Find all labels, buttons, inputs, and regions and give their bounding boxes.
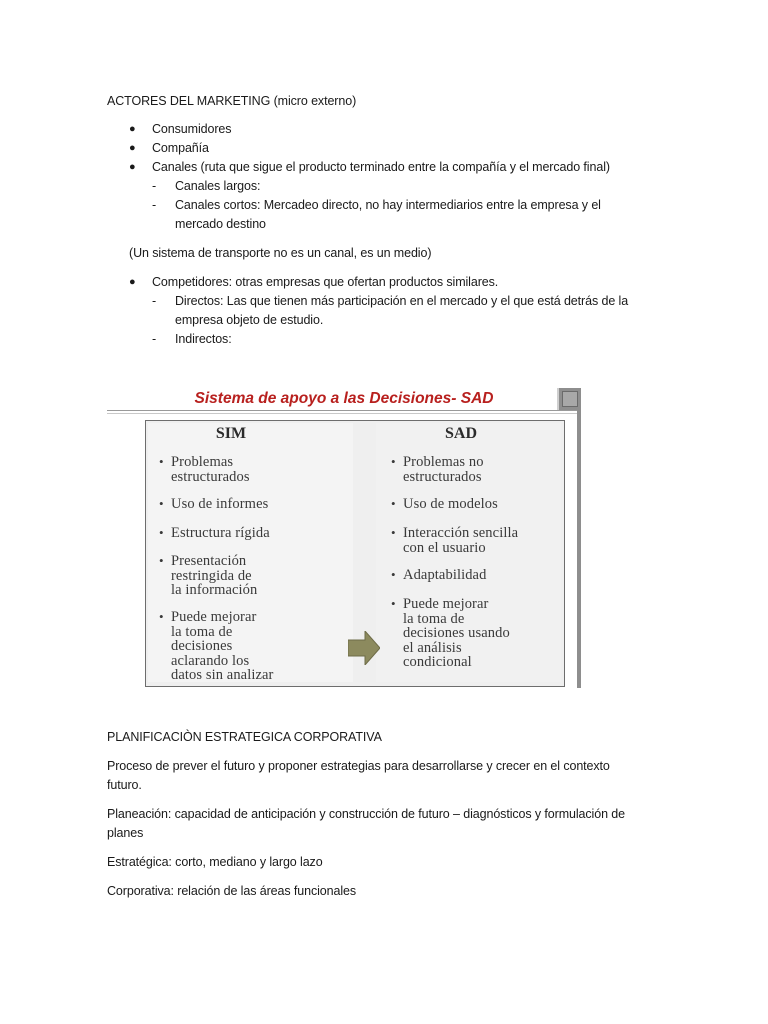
list-item: Canales (ruta que sigue el producto terminado entre la compañía y el mercado final) bbox=[152, 160, 610, 174]
list-item: Competidores: otras empresas que ofertan productos similares. bbox=[152, 275, 499, 289]
sub-list-item: Indirectos: bbox=[175, 332, 232, 346]
paragraph-continuation: planes bbox=[107, 826, 144, 840]
paragraph-continuation: futuro. bbox=[107, 778, 142, 792]
figure-title: Sistema de apoyo a las Decisiones- SAD bbox=[194, 390, 494, 407]
sub-list-item-continuation: mercado destino bbox=[175, 217, 266, 231]
sim-header: SIM bbox=[215, 425, 247, 442]
sad-item: • Uso de modelos bbox=[391, 496, 498, 512]
section-title-planificacion: PLANIFICACIÒN ESTRATEGICA CORPORATIVA bbox=[107, 730, 382, 744]
sim-item: • Problemas estructurados bbox=[159, 454, 250, 485]
bullet-icon: ● bbox=[129, 161, 136, 173]
sad-figure bbox=[107, 388, 581, 688]
paragraph: Estratégica: corto, mediano y largo lazo bbox=[107, 855, 323, 869]
sub-list-item: Canales cortos: Mercadeo directo, no hay intermediarios entre la empresa y el bbox=[175, 198, 601, 212]
sad-item: • Problemas no estructurados bbox=[391, 454, 484, 485]
list-item: Consumidores bbox=[152, 122, 232, 136]
sad-item: • Interacción sencilla con el usuario bbox=[391, 525, 519, 556]
sub-list-item: Canales largos: bbox=[175, 179, 261, 193]
sad-item: • Adaptabilidad bbox=[391, 567, 487, 583]
section-title-actores: ACTORES DEL MARKETING (micro externo) bbox=[107, 94, 357, 108]
right-arrow-icon bbox=[348, 631, 380, 665]
note-text: (Un sistema de transporte no es un canal, es un medio) bbox=[129, 246, 432, 260]
paragraph: Planeación: capacidad de anticipación y construcción de futuro – diagnósticos y formulación de bbox=[107, 807, 626, 821]
figure-rule bbox=[107, 410, 581, 411]
sub-list-item-continuation: empresa objeto de estudio. bbox=[175, 313, 324, 327]
bullet-icon: ● bbox=[129, 276, 136, 288]
list-item: Compañía bbox=[152, 141, 209, 155]
sim-item: • Uso de informes bbox=[159, 496, 269, 512]
bullet-icon: ● bbox=[129, 142, 136, 154]
dash-icon: - bbox=[152, 294, 157, 308]
slide-corner-icon bbox=[557, 388, 581, 410]
sim-item: • Puede mejorar la toma de decisiones aclarando los datos sin analizar bbox=[159, 609, 274, 683]
bullet-icon: ● bbox=[129, 123, 136, 135]
paragraph: Proceso de prever el futuro y proponer estrategias para desarrollarse y crecer en el contexto bbox=[107, 759, 610, 773]
figure-rule bbox=[107, 413, 581, 414]
sub-list-item: Directos: Las que tienen más participación en el mercado y el que está detrás de la bbox=[175, 294, 629, 308]
paragraph: Corporativa: relación de las áreas funcionales bbox=[107, 884, 357, 898]
dash-icon: - bbox=[152, 179, 157, 193]
comparison-box bbox=[145, 420, 565, 687]
dash-icon: - bbox=[152, 332, 157, 346]
sad-header: SAD bbox=[444, 425, 477, 442]
slide-edge bbox=[577, 410, 581, 688]
dash-icon: - bbox=[152, 198, 157, 212]
sim-item: • Presentación restringida de la información bbox=[159, 553, 258, 598]
sad-item: • Puede mejorar la toma de decisiones usando el análisis condicional bbox=[391, 596, 510, 670]
sim-item: • Estructura rígida bbox=[159, 525, 270, 541]
